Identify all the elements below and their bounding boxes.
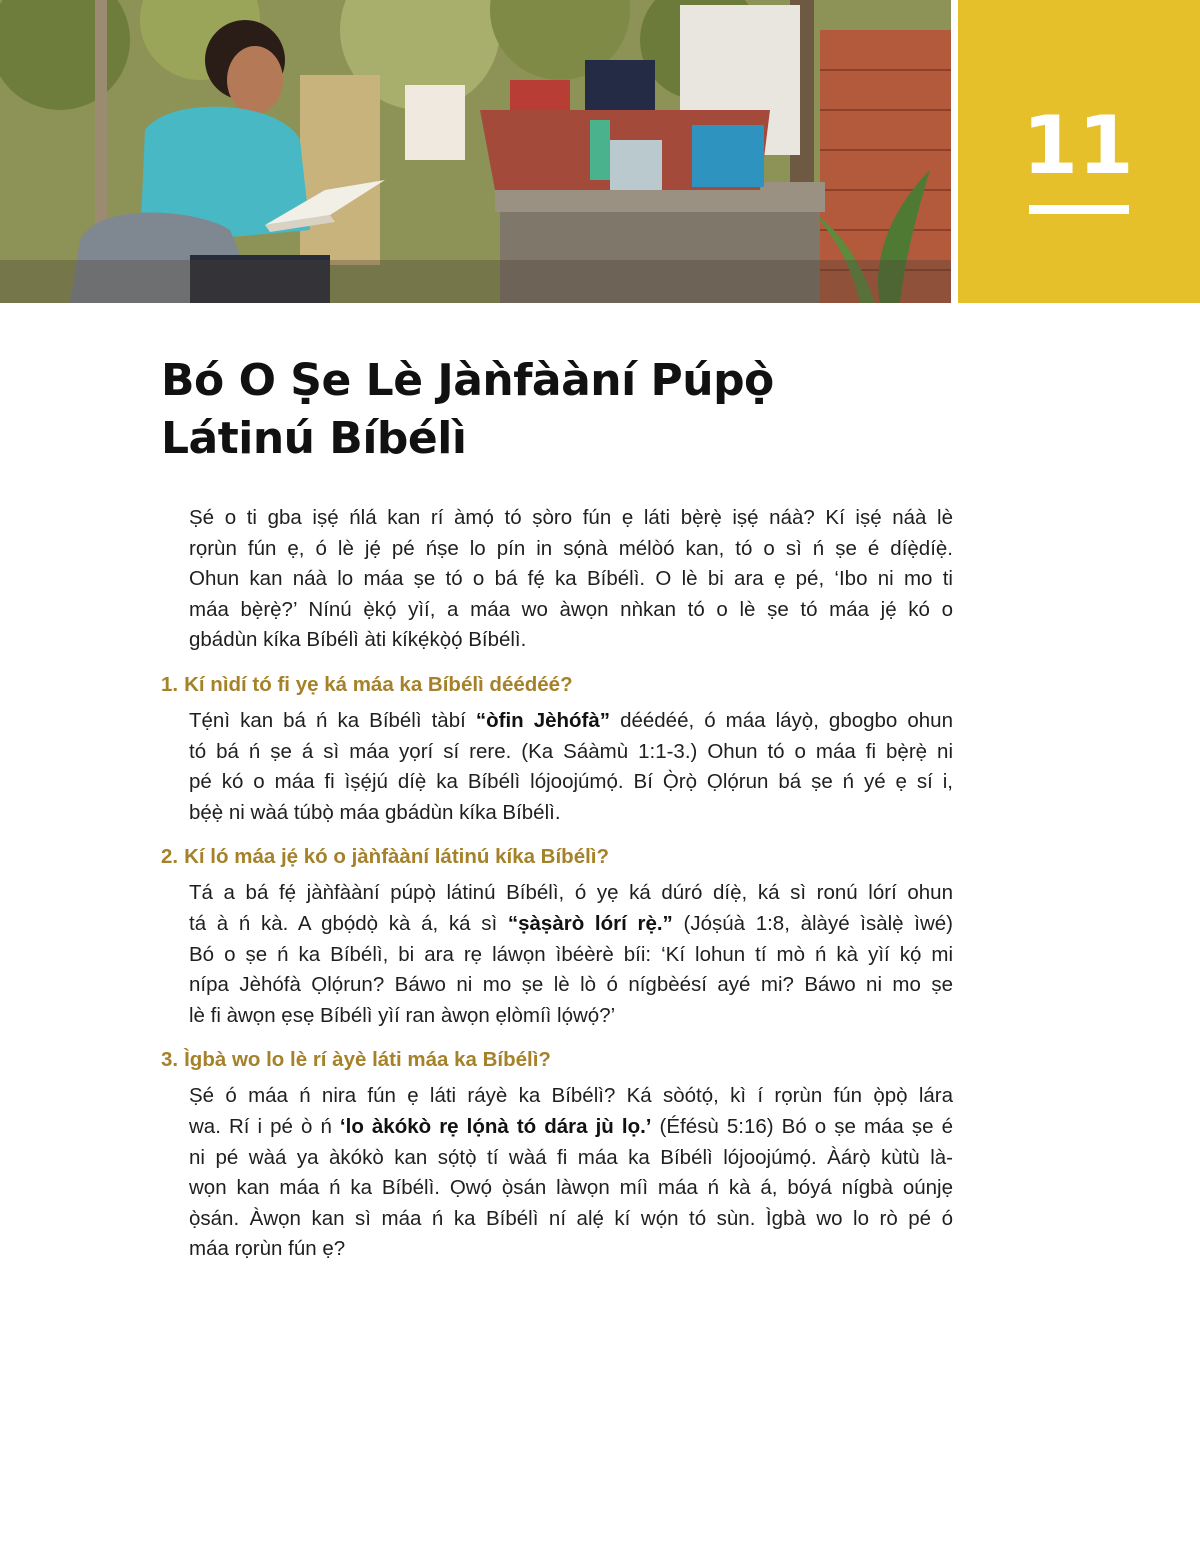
section-1-line: bẹ́ẹ̀ ni wàá túbọ̀ máa gbádùn kíka Bíbélì. [189, 800, 561, 824]
text-run: (Jóṣúà 1:8, àlàyé ìsàlẹ̀ ìwé) [672, 911, 953, 935]
page-title-line-1: Bó O Ṣe Lè Jàǹfààní Púpọ̀ [161, 355, 774, 406]
section-1-line [189, 706, 953, 737]
page-title [161, 352, 961, 468]
intro-paragraph [189, 503, 953, 656]
text-run: déédéé, ó máa láyọ̀, gbogbo ohun [610, 708, 953, 732]
section-2-line: Bó o ṣe ń ka Bíbélì, bi ara rẹ láwọn ìbéèrè bíi: ‘Kí lohun tí mò ń kà yìí kọ́ mi [189, 942, 953, 966]
emphasis-text: ‘lo àkókò rẹ lọ́nà tó dára jù lọ.’ [339, 1114, 652, 1138]
text-run: (Éfésù 5:16) Bó o ṣe máa ṣe é [651, 1114, 954, 1138]
intro-line: Ohun kan náà lo máa ṣe tó o bá fẹ́ ka Bíbélì. O lè bi ara ẹ pé, ‘Ibo ni mo ti [189, 567, 953, 591]
lesson-number-underline [1029, 205, 1129, 214]
text-run: wa. Rí i pé ò ń [189, 1114, 340, 1138]
section-3-line: máa rọrùn fún ẹ? [189, 1237, 346, 1261]
photo-illustration [0, 0, 951, 303]
section-3-question-text: Ìgbà wo lo lè rí àyè láti máa ka Bíbélì? [184, 1048, 551, 1072]
section-3-line: ni pé wàá ya àkókò kan sọ́tọ̀ tí wàá fi máa ka Bíbélì lójoojúmọ́. Àárọ̀ kùtù là- [189, 1145, 953, 1169]
section-1-number: 1. [161, 672, 179, 696]
section-3-line: Ṣé ó máa ń nira fún ẹ láti ráyè ka Bíbélì? Ká sòótọ́, kì í rọrùn fún ọ̀pọ̀ lára [189, 1084, 953, 1108]
text-run: Tẹ́nì kan bá ń ka Bíbélì tàbí [189, 708, 476, 732]
intro-line: rọrùn fún ẹ, ó lè jẹ́ pé ńṣe lo pín in sọ́nà mélòó kan, tó o sì ń ṣe é díẹ̀díẹ̀. [189, 536, 953, 560]
section-3-number: 3. [161, 1048, 179, 1072]
page-header [0, 0, 1200, 303]
section-3-line: ọ̀sán. Àwọn kan sì máa ń ka Bíbélì ní alẹ́ kí wọ́n tó sùn. Ìgbà wo lo rò pé ó [189, 1206, 953, 1230]
section-2-question [161, 842, 953, 872]
intro-line: máa bẹ̀rẹ̀?’ Nínú ẹ̀kọ́ yìí, a máa wo àwọn nǹkan tó o lè ṣe tó máa jẹ́ kó o [189, 597, 953, 621]
section-2-line: Tá a bá fẹ́ jàǹfààní púpọ̀ látinú Bíbélì, ó yẹ ká dúró díẹ̀, ká sì ronú lórí ohun [189, 881, 953, 905]
emphasis-text: “òfin Jèhófà” [475, 708, 611, 732]
text-run: tá à ń kà. A gbọ́dọ̀ kà á, ká sì [189, 911, 508, 935]
section-1-paragraph [189, 706, 953, 828]
section-1-line: tó bá ń ṣe á sì máa yọrí sí rere. (Ka Sáàmù 1:1-3.) Ohun tó o máa fi bẹ̀rẹ̀ ni [189, 739, 953, 763]
section-3-line [189, 1112, 953, 1143]
lesson-content [161, 503, 953, 1265]
section-2-paragraph [189, 878, 953, 1031]
section-3-line: wọn kan máa ń ka Bíbélì. Ọwọ́ ọ̀sán làwọn míì máa ń kà á, bóyá nígbà oúnjẹ [189, 1176, 953, 1200]
intro-line: gbádùn kíka Bíbélì àti kíkẹ́kọ̀ọ́ Bíbélì. [189, 628, 527, 652]
section-1-question [161, 670, 953, 700]
section-2-line: lè fi àwọn ẹsẹ Bíbélì yìí ran àwọn ẹlòmíì lọ́wọ́?’ [189, 1003, 616, 1027]
section-2-number: 2. [161, 845, 179, 869]
section-2-line: nípa Jèhófà Ọlọ́run? Báwo ni mo ṣe lè lò ó nígbèésí ayé mi? Báwo ni mo ṣe [189, 973, 953, 997]
section-3-question [161, 1045, 953, 1075]
section-2-question-text: Kí ló máa jẹ́ kó o jàǹfààní látinú kíka Bíbélì? [184, 845, 610, 869]
lesson-number: 11 [1022, 99, 1134, 192]
header-photo [0, 0, 951, 303]
section-1-question-text: Kí nìdí tó fi yẹ ká máa ka Bíbélì déédéé? [184, 672, 573, 696]
section-3-paragraph [189, 1081, 953, 1265]
section-2-line [189, 909, 953, 940]
page-title-line-2: Látinú Bíbélì [161, 413, 467, 464]
intro-line: Ṣé o ti gba iṣẹ́ ńlá kan rí àmọ́ tó ṣòro fún ẹ láti bẹ̀rẹ̀ iṣẹ́ náà? Kí iṣẹ́ náà lè [189, 506, 953, 529]
section-1-line: pé kó o máa fi ìṣẹ́jú díẹ̀ ka Bíbélì lójoojúmọ́. Bí Ọ̀rọ̀ Ọlọ́run bá ṣe ń yé ẹ sí i, [189, 770, 953, 794]
emphasis-text: “ṣàṣàrò lórí rẹ̀.” [507, 911, 673, 935]
